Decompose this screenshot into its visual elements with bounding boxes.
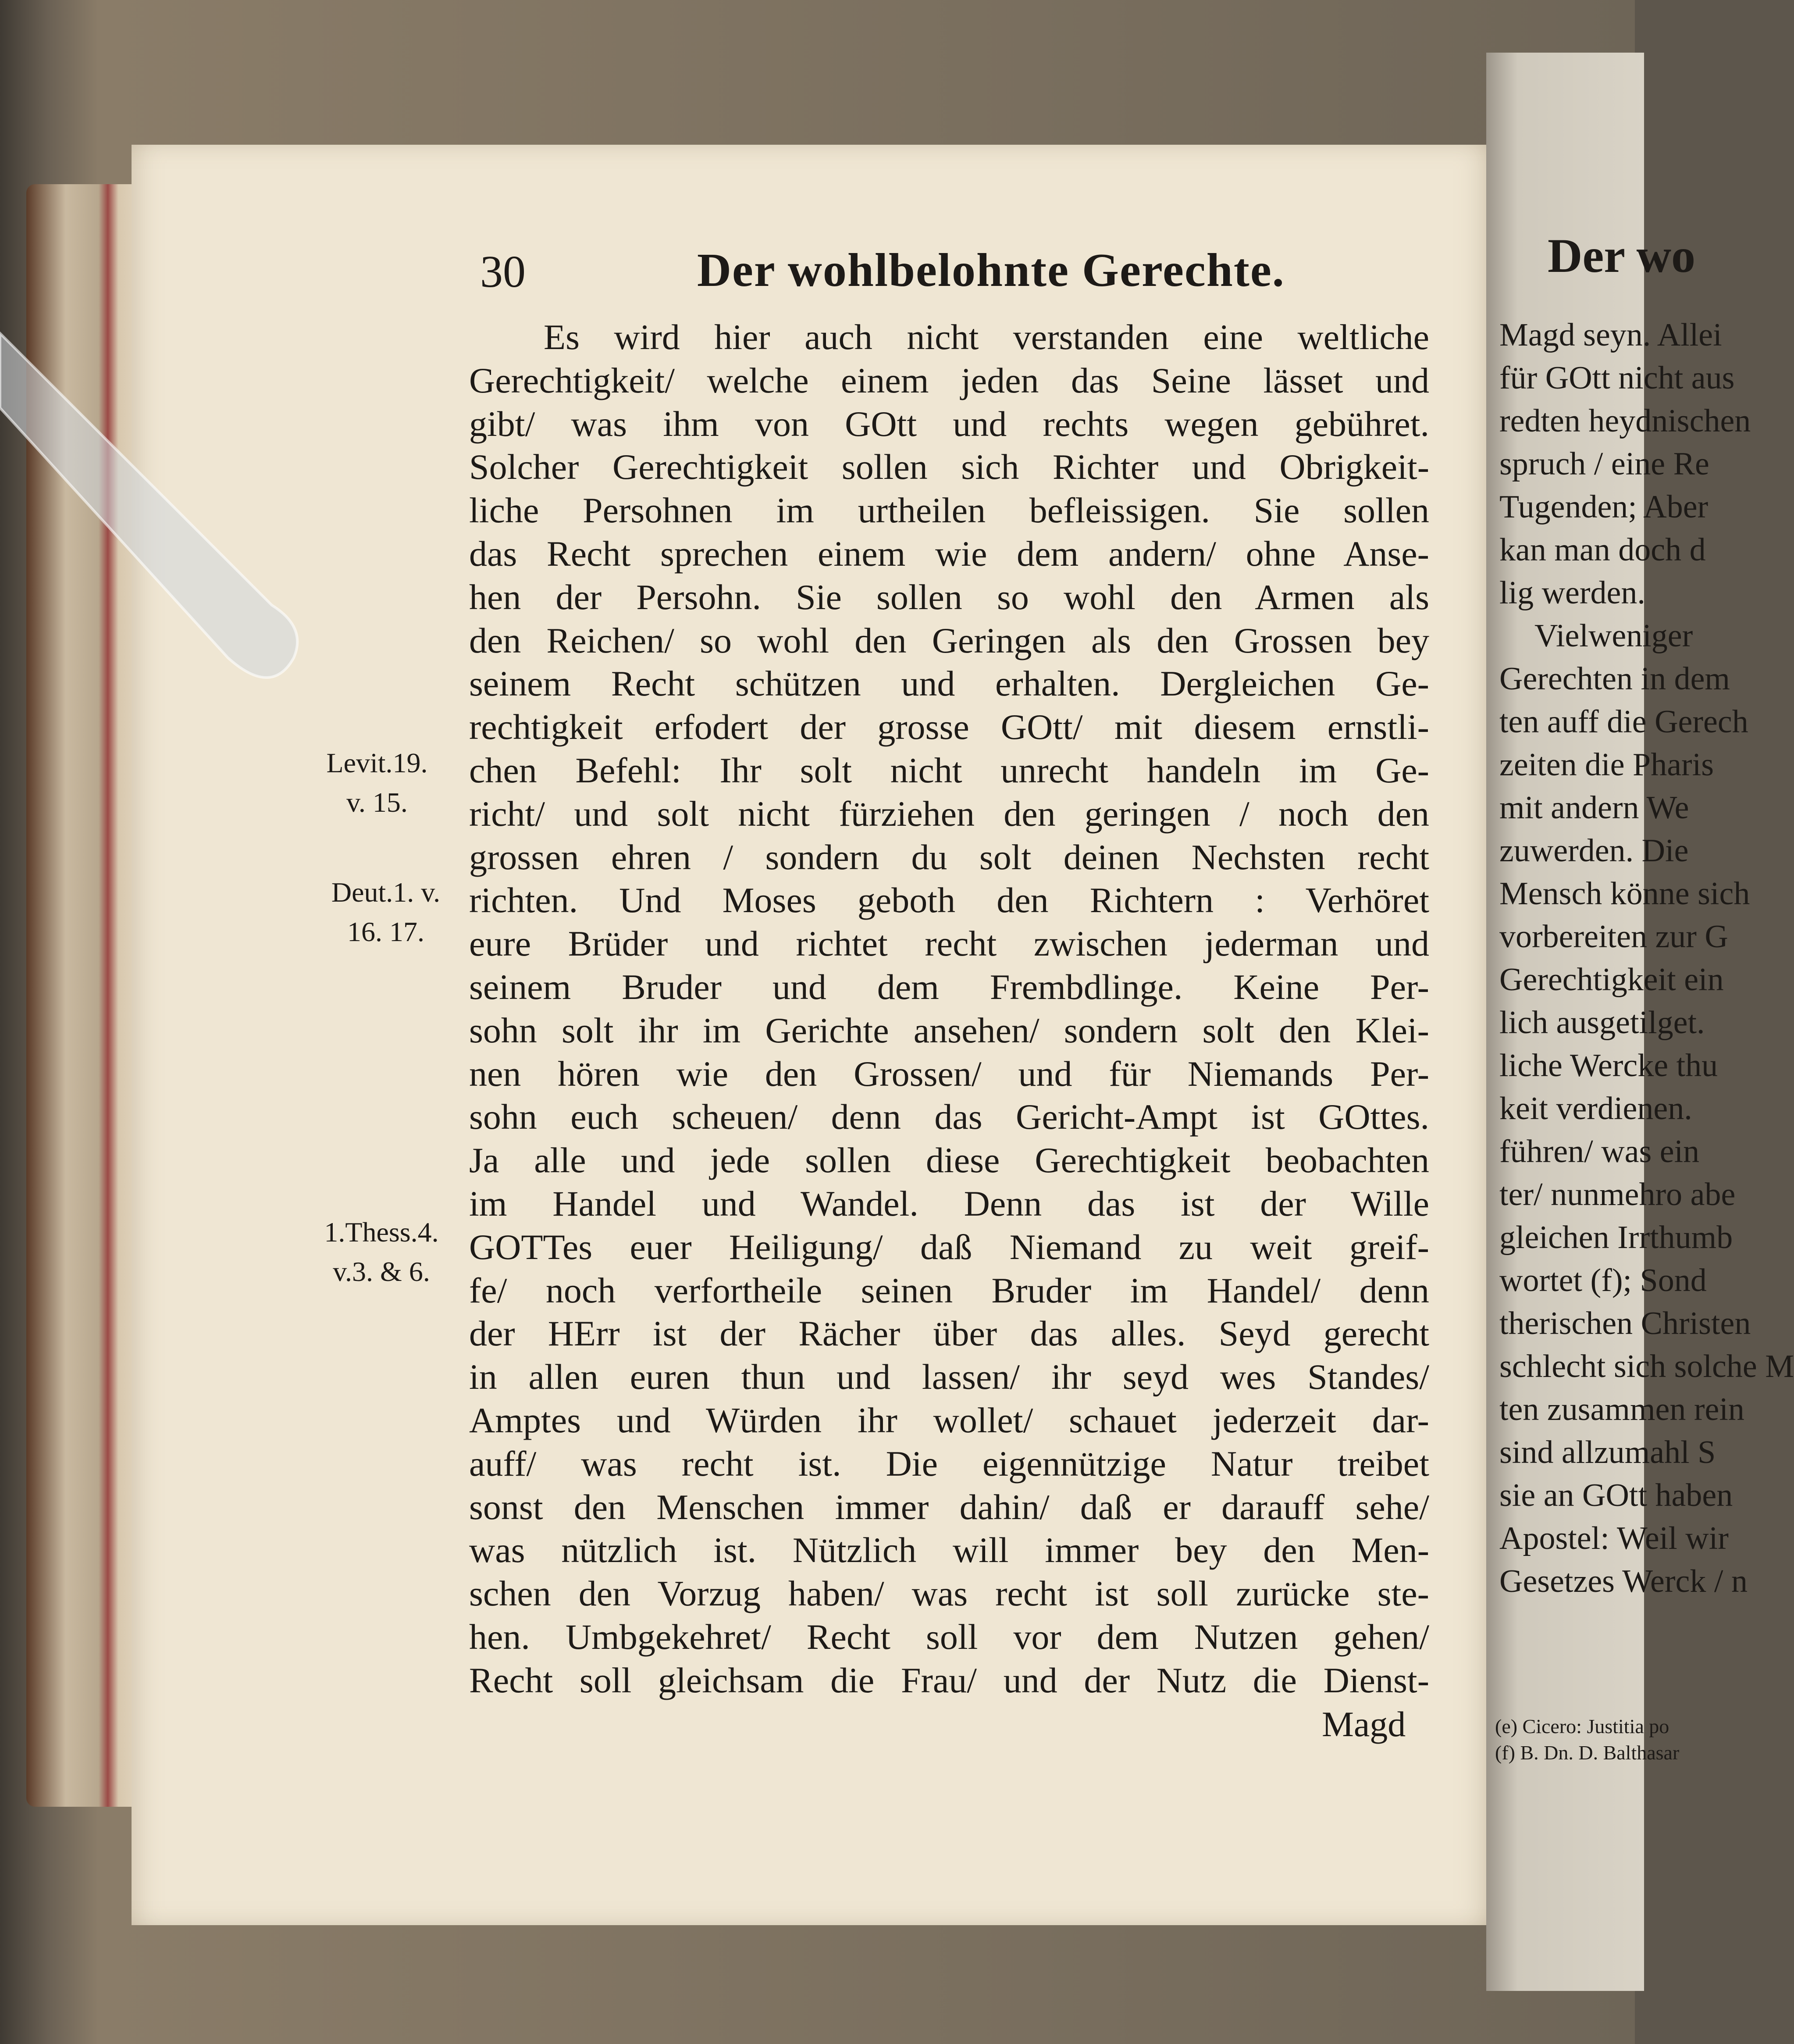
right-text-line: kan man doch d	[1499, 532, 1706, 568]
margin-note-line: Deut.1. v.	[331, 877, 441, 908]
text-line	[469, 1616, 1429, 1659]
right-text-line: lig werden.	[1499, 575, 1645, 611]
text-line-content: im Handel und Wandel. Denn das ist der Wille	[469, 1183, 1429, 1224]
text-line	[469, 1486, 1429, 1529]
text-line	[469, 1442, 1429, 1486]
right-text-line: therischen Christen	[1499, 1306, 1751, 1341]
text-line	[469, 1139, 1429, 1182]
text-line	[469, 1529, 1429, 1572]
text-line	[469, 1269, 1429, 1313]
text-line-content: eure Brüder und richtet recht zwischen jederman und	[469, 924, 1429, 964]
text-line-content: gibt/ was ihm von GOtt und rechts wegen gebühret.	[469, 403, 1429, 444]
text-line-content: fe/ noch verfortheile seinen Bruder im Handel/ denn	[469, 1270, 1429, 1310]
text-line	[469, 836, 1429, 879]
text-line	[469, 1356, 1429, 1399]
text-line	[469, 966, 1429, 1009]
text-line-content: grossen ehren / sondern du solt deinen Nechsten recht	[469, 837, 1429, 877]
text-line	[469, 662, 1429, 706]
text-line	[469, 1659, 1429, 1702]
right-text-line: mit andern We	[1499, 790, 1689, 826]
text-line	[469, 1052, 1429, 1096]
text-line	[469, 1226, 1429, 1269]
text-line	[469, 316, 1429, 359]
right-text-line: liche Wercke thu	[1499, 1048, 1718, 1084]
text-line	[469, 619, 1429, 663]
right-text-line: gleichen Irrthumb	[1499, 1220, 1733, 1256]
margin-note-levit	[298, 743, 456, 822]
right-text-line: Vielweniger	[1534, 618, 1693, 654]
right-text-line: redten heydnischen	[1499, 403, 1751, 439]
text-line-content: Amptes und Würden ihr wollet/ schauet jederzeit dar-	[469, 1400, 1429, 1440]
text-line	[469, 1312, 1429, 1356]
right-text-line: sind allzumahl S	[1499, 1434, 1716, 1470]
margin-note-deut	[303, 873, 469, 952]
right-body-text	[1499, 314, 1794, 1603]
text-line-content: seinem Recht schützen und erhalten. Dergleichen Ge-	[469, 663, 1429, 704]
margin-note-line: 1.Thess.4.	[324, 1216, 439, 1248]
right-page-fragment	[1486, 53, 1794, 1991]
text-line	[469, 1572, 1429, 1616]
text-line-content: was nützlich ist. Nützlich will immer bey den Men-	[469, 1530, 1429, 1570]
text-line	[469, 446, 1429, 489]
text-line	[469, 922, 1429, 966]
right-text-line: zeiten die Pharis	[1499, 747, 1714, 783]
text-line	[469, 1009, 1429, 1052]
text-line	[469, 879, 1429, 922]
text-line	[469, 706, 1429, 749]
right-text-line: keit verdienen.	[1499, 1091, 1692, 1127]
right-text-line: für GOtt nicht aus	[1499, 360, 1735, 396]
text-line-content: sonst den Menschen immer dahin/ daß er darauff sehe/	[469, 1487, 1429, 1527]
right-text-line: führen/ was ein	[1499, 1134, 1700, 1170]
text-line	[469, 489, 1429, 532]
right-text-line: vorbereiten zur G	[1499, 919, 1728, 955]
text-line-content: sohn euch scheuen/ denn das Gericht-Ampt ist GOttes.	[469, 1097, 1429, 1137]
text-line-content: Es wird hier auch nicht verstanden eine weltliche	[544, 317, 1429, 357]
catchword: Magd	[1322, 1704, 1406, 1744]
right-text-line: ten auff die Gerech	[1499, 704, 1748, 740]
right-text-line: lich ausgetilget.	[1499, 1005, 1705, 1041]
text-line-content: rechtigkeit erfodert der grosse GOtt/ mit diesem ernstli-	[469, 707, 1429, 747]
text-line-content: hen. Umbgekehret/ Recht soll vor dem Nutzen gehen/	[469, 1616, 1429, 1657]
right-text-line: Mensch könne sich	[1499, 876, 1750, 912]
right-text-line: zuwerden. Die	[1499, 833, 1689, 869]
page-number: 30	[480, 246, 526, 297]
text-line-content: schen den Vorzug haben/ was recht ist soll zurücke ste-	[469, 1573, 1429, 1614]
right-text-line: spruch / eine Re	[1499, 446, 1709, 482]
text-line	[469, 1095, 1429, 1139]
text-line-content: Solcher Gerechtigkeit sollen sich Richter und Obrigkeit-	[469, 447, 1429, 487]
right-text-line: Apostel: Weil wir	[1499, 1520, 1729, 1556]
right-running-title: Der wo	[1548, 229, 1696, 282]
running-title: Der wohlbelohnte Gerechte.	[697, 244, 1285, 296]
text-line	[469, 1182, 1429, 1226]
right-text-line: Gerechtigkeit ein	[1499, 962, 1724, 998]
margin-note-line: v.3. & 6.	[333, 1256, 430, 1287]
text-line-content: Gerechtigkeit/ welche einem jeden das Seine lässet und	[469, 360, 1429, 400]
text-line-content: richten. Und Moses geboth den Richtern : Verhöret	[469, 880, 1429, 920]
text-line-content: nen hören wie den Grossen/ und für Niemands Per-	[469, 1053, 1429, 1094]
text-line-content: das Recht sprechen einem wie dem andern/ ohne Anse-	[469, 533, 1429, 574]
text-line-content: liche Persohnen im urtheilen befleissigen. Sie sollen	[469, 490, 1429, 531]
text-line-content: GOTTes euer Heiligung/ daß Niemand zu weit greif-	[469, 1227, 1429, 1267]
margin-note-line: 16. 17.	[347, 916, 424, 947]
text-line-content: seinem Bruder und dem Frembdlinge. Keine Per-	[469, 967, 1429, 1007]
text-line-content: den Reichen/ so wohl den Geringen als den Grossen bey	[469, 620, 1429, 660]
text-line	[469, 576, 1429, 619]
right-text-line: Magd seyn. Allei	[1499, 317, 1722, 353]
plastic-page-holder	[0, 0, 395, 746]
right-text-line: wortet (f); Sond	[1499, 1263, 1707, 1298]
text-line	[469, 1399, 1429, 1442]
text-line-content: sohn solt ihr im Gerichte ansehen/ sondern solt den Klei-	[469, 1010, 1429, 1050]
right-text-line: ter/ nunmehro abe	[1499, 1177, 1736, 1213]
right-text-line: ten zusammen rein	[1499, 1391, 1744, 1427]
text-line-content: richt/ und solt nicht fürziehen den geringen / noch den	[469, 793, 1429, 834]
text-line-content: hen der Persohn. Sie sollen so wohl den Armen als	[469, 577, 1429, 617]
text-line-content: Recht soll gleichsam die Frau/ und der Nutz die Dienst-	[469, 1660, 1429, 1700]
text-line	[469, 792, 1429, 836]
text-line-content: in allen euren thun und lassen/ ihr seyd wes Standes/	[469, 1357, 1429, 1397]
right-text-line: Tugenden; Aber	[1499, 489, 1709, 525]
text-line	[469, 532, 1429, 576]
footnote: (f) B. Dn. D. Balthasar	[1495, 1741, 1680, 1764]
text-line-content: auff/ was recht ist. Die eigennützige Natur treibet	[469, 1443, 1429, 1484]
text-line-content: der HErr ist der Rächer über das alles. Seyd gerecht	[469, 1313, 1429, 1354]
text-line-content: Ja alle und jede sollen diese Gerechtigkeit beobachten	[469, 1140, 1429, 1181]
margin-note-line: v. 15.	[346, 787, 408, 818]
right-text-line: schlecht sich solche M	[1499, 1348, 1794, 1384]
text-line	[469, 359, 1429, 403]
body-text	[469, 316, 1429, 1702]
right-text-line: Gerechten in dem	[1499, 661, 1730, 697]
right-text-line: sie an GOtt haben	[1499, 1477, 1733, 1513]
footnote: (e) Cicero: Justitia po	[1495, 1715, 1669, 1737]
margin-note-line: Levit.19.	[326, 747, 428, 778]
text-line	[469, 749, 1429, 792]
right-text-line: Gesetzes Werck / n	[1499, 1563, 1748, 1599]
margin-note-thess	[298, 1213, 465, 1291]
text-line-content: chen Befehl: Ihr solt nicht unrecht handeln im Ge-	[469, 750, 1429, 790]
text-line	[469, 403, 1429, 446]
